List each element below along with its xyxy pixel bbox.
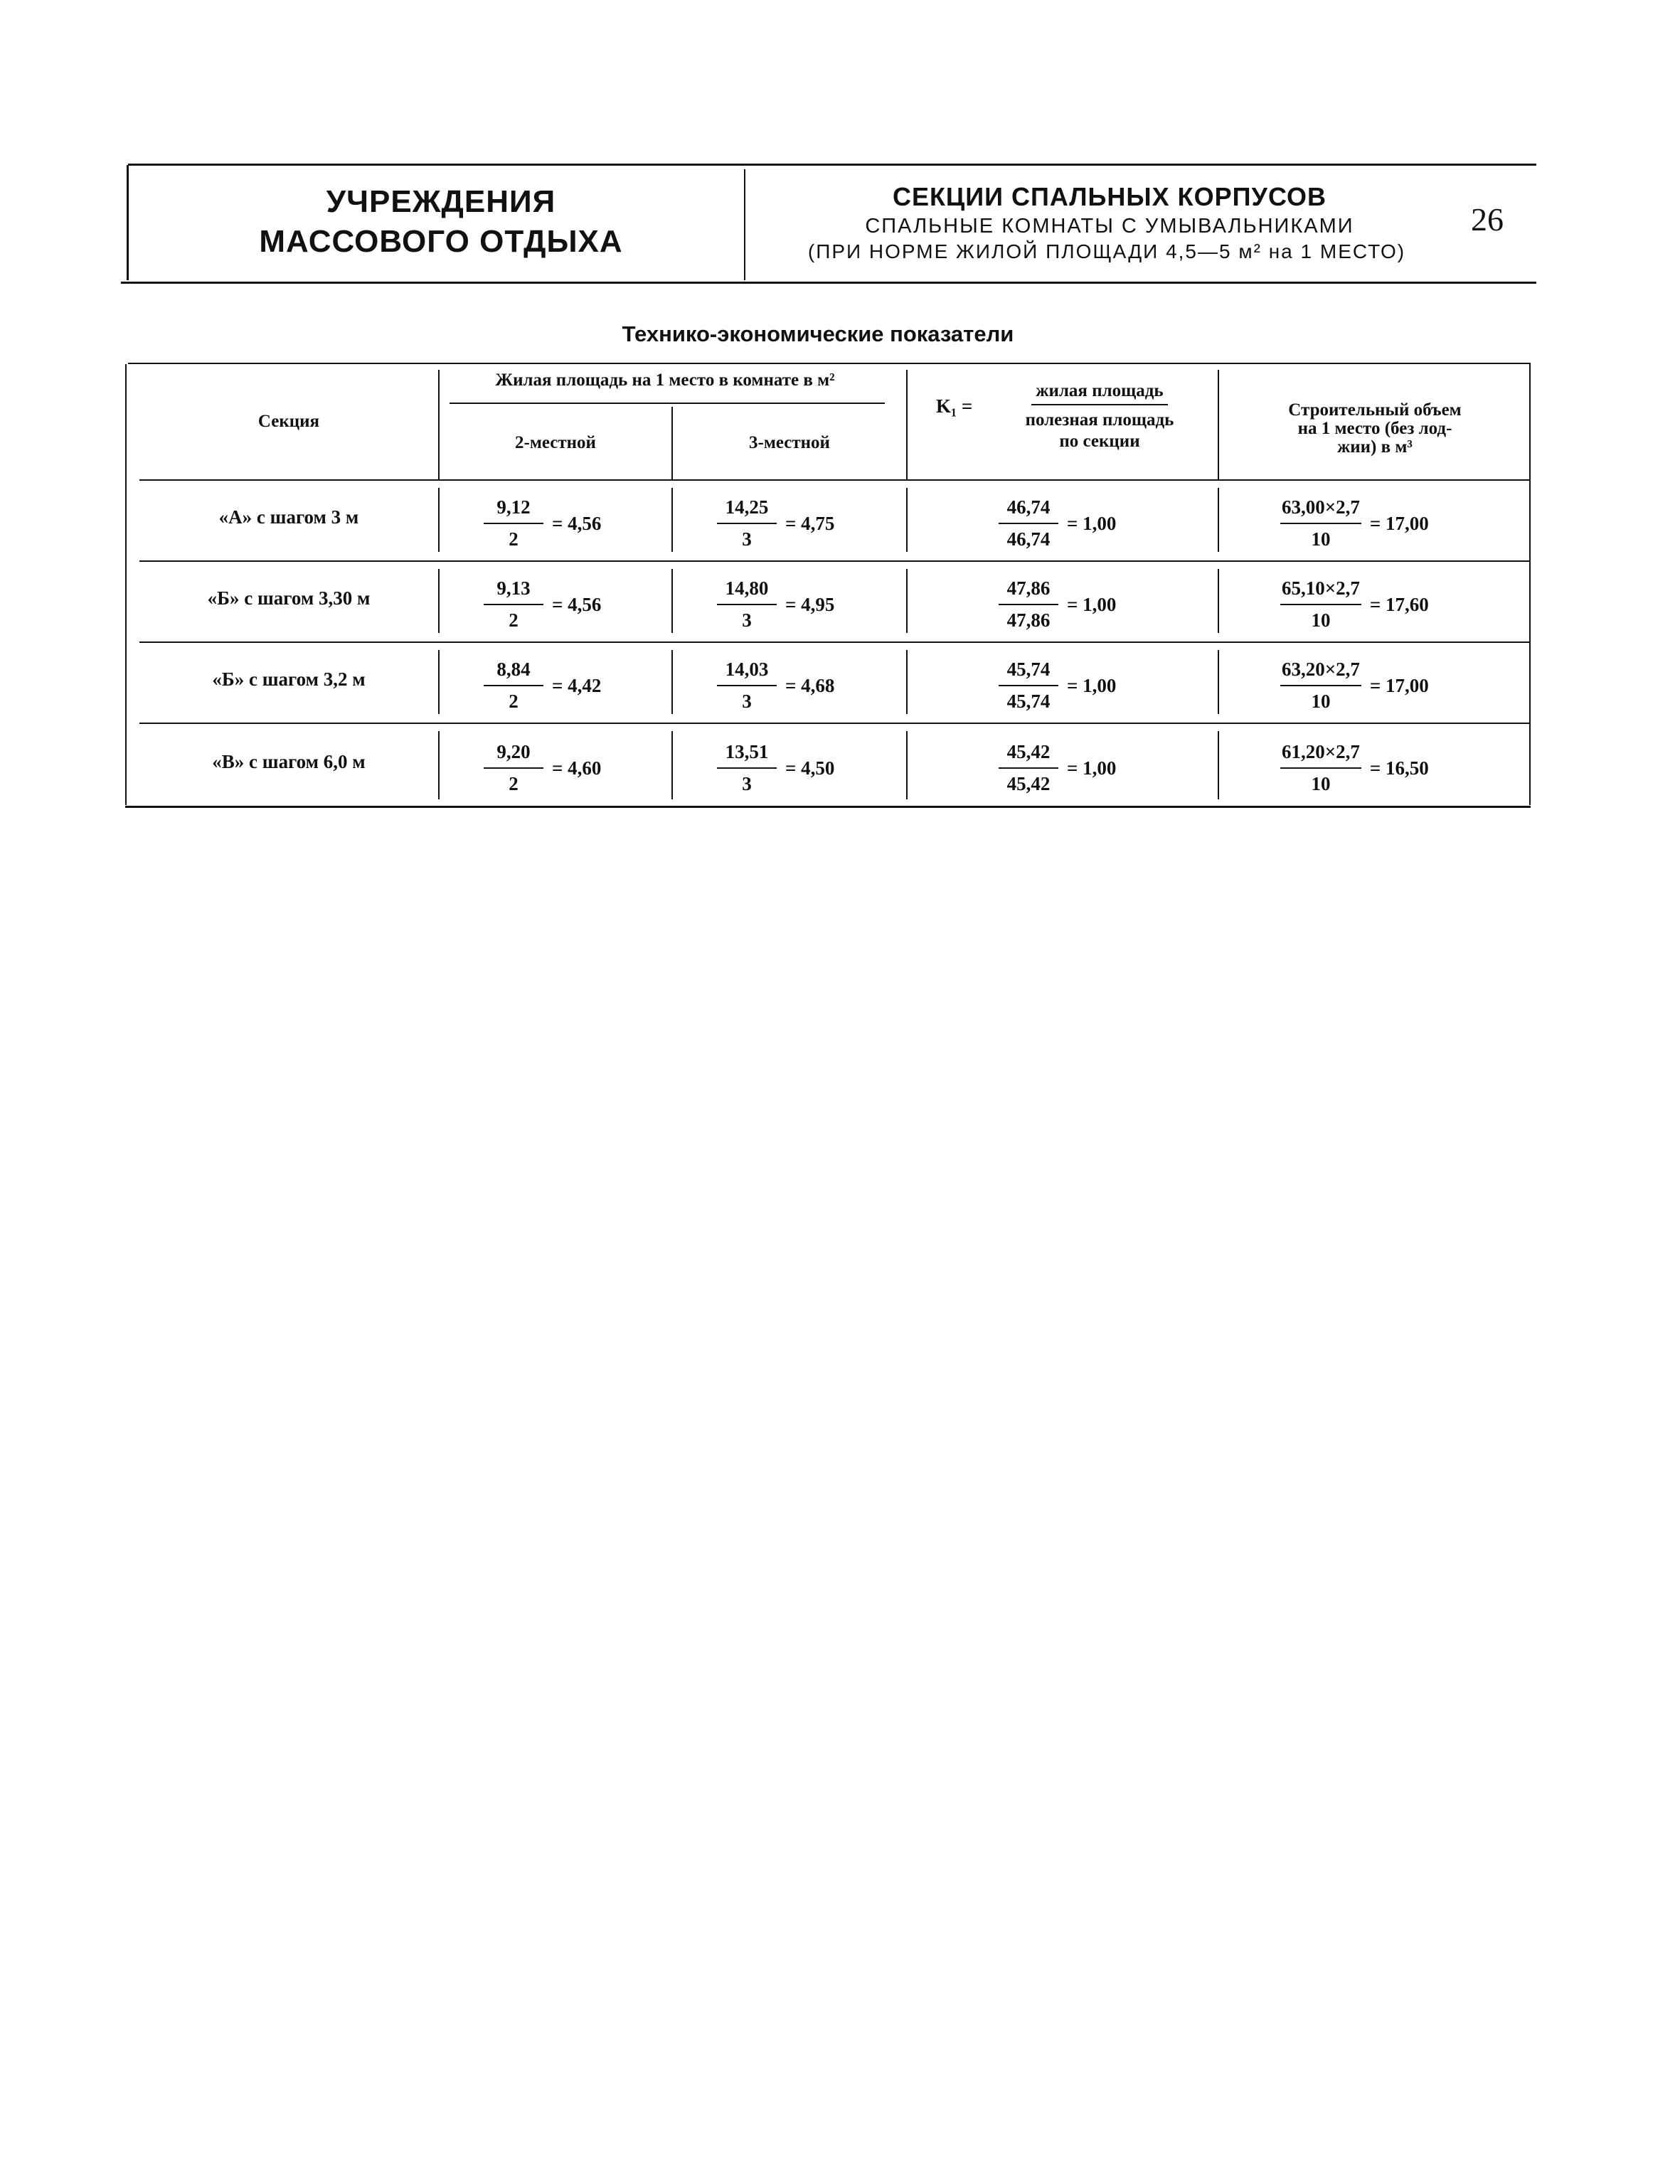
fraction-numerator: 65,10×2,7 — [1280, 577, 1361, 605]
header-separator — [139, 479, 1529, 481]
table-right-rule — [1529, 364, 1531, 805]
volume-value — [1280, 496, 1429, 550]
column-rule — [1218, 650, 1219, 714]
row-section-label: «Б» с шагом 3,30 м — [207, 587, 371, 609]
fraction-denominator: 3 — [742, 773, 752, 794]
column-rule — [906, 650, 908, 714]
header-left-rule — [127, 165, 129, 280]
fraction-numerator: 46,74 — [999, 496, 1058, 524]
fraction-denominator: 3 — [742, 609, 752, 631]
k1-value — [999, 577, 1116, 632]
table-bottom-rule — [125, 806, 1531, 808]
volume-value — [1280, 577, 1429, 632]
fraction-numerator: 45,42 — [999, 741, 1058, 769]
column-rule — [906, 731, 908, 799]
fraction-denominator: 10 — [1311, 773, 1331, 794]
k1-denominator — [1026, 405, 1174, 452]
k1-numerator: жилая площадь — [1031, 381, 1167, 405]
fraction-result: = 1,00 — [1067, 593, 1117, 615]
fraction-result: = 17,00 — [1369, 674, 1429, 696]
col-header-volume-line2: на 1 место (без лод- — [1297, 419, 1452, 438]
volume-value — [1280, 741, 1429, 795]
fraction-numerator: 9,12 — [484, 496, 543, 524]
column-rule — [438, 650, 440, 714]
fraction-numerator: 63,00×2,7 — [1280, 496, 1361, 524]
institution-title-line2: МАССОВОГО ОТДЫХА — [259, 224, 623, 259]
fraction-denominator: 2 — [509, 609, 519, 631]
fraction-numerator: 9,20 — [484, 741, 543, 769]
col-header-section: Секция — [257, 412, 320, 431]
column-rule — [438, 488, 440, 552]
col-header-volume-line3: жии) в м³ — [1337, 437, 1413, 457]
fraction-result: = 1,00 — [1067, 757, 1117, 779]
fraction-result: = 17,00 — [1369, 512, 1429, 534]
three-bed-value — [717, 496, 834, 550]
row-separator — [139, 560, 1529, 562]
fraction-numerator: 9,13 — [484, 577, 543, 605]
row-separator — [139, 641, 1529, 643]
fraction-numerator: 47,86 — [999, 577, 1058, 605]
fraction-denominator: 2 — [509, 528, 519, 550]
column-rule — [438, 370, 440, 479]
table-top-rule — [128, 363, 1531, 364]
row-section-label: «Б» с шагом 3,2 м — [212, 668, 366, 690]
fraction-result: = 1,00 — [1067, 512, 1117, 534]
k1-value — [999, 741, 1116, 795]
fraction-numerator: 8,84 — [484, 659, 543, 686]
col-header-living-area: Жилая площадь на 1 место в комнате в м² — [495, 371, 835, 390]
two-bed-value — [484, 496, 601, 550]
column-rule — [1218, 731, 1219, 799]
fraction-denominator: 10 — [1311, 691, 1331, 712]
three-bed-value — [717, 659, 834, 713]
k1-value — [999, 496, 1116, 550]
fraction-denominator: 47,86 — [1006, 609, 1051, 631]
column-rule — [1218, 569, 1219, 633]
fraction-result: = 4,60 — [552, 757, 602, 779]
fraction-denominator: 2 — [509, 773, 519, 794]
fraction-denominator: 45,42 — [1006, 773, 1051, 794]
col-header-two-bed: 2-местной — [515, 433, 596, 452]
page-number: 26 — [1471, 201, 1504, 238]
k1-denominator-line2: по секции — [1059, 432, 1140, 451]
header-divider — [744, 169, 745, 280]
column-rule — [671, 650, 673, 714]
fraction-denominator: 46,74 — [1006, 528, 1051, 550]
header-bottom-rule — [121, 282, 1536, 284]
column-rule — [438, 569, 440, 633]
fraction-result: = 4,56 — [552, 593, 602, 615]
fraction-numerator: 14,03 — [717, 659, 777, 686]
k1-formula — [993, 381, 1206, 452]
row-separator — [139, 723, 1529, 724]
fraction-denominator: 2 — [509, 691, 519, 712]
column-rule — [1218, 488, 1219, 552]
fraction-denominator: 3 — [742, 691, 752, 712]
column-rule — [906, 488, 908, 552]
three-bed-value — [717, 577, 834, 632]
column-rule — [906, 569, 908, 633]
section-note: (ПРИ НОРМЕ ЖИЛОЙ ПЛОЩАДИ 4,5—5 м² на 1 МЕСТО) — [807, 240, 1406, 262]
fraction-result: = 1,00 — [1067, 674, 1117, 696]
k1-denominator-line1: полезная площадь — [1025, 410, 1174, 430]
volume-value — [1280, 659, 1429, 713]
column-rule — [906, 370, 908, 479]
fraction-denominator: 45,74 — [1006, 691, 1051, 712]
institution-title — [235, 182, 647, 262]
fraction-numerator: 45,74 — [999, 659, 1058, 686]
fraction-numerator: 13,51 — [717, 741, 777, 769]
fraction-result: = 4,95 — [785, 593, 835, 615]
column-rule — [671, 488, 673, 552]
table-caption: Технико-экономические показатели — [622, 321, 1014, 346]
fraction-result: = 17,60 — [1369, 593, 1429, 615]
fraction-denominator: 10 — [1311, 528, 1331, 550]
column-rule — [671, 731, 673, 799]
two-bed-value — [484, 577, 601, 632]
column-rule — [438, 731, 440, 799]
col-header-volume-line1: Строительный объем — [1288, 400, 1462, 420]
section-subtitle: СПАЛЬНЫЕ КОМНАТЫ С УМЫВАЛЬНИКАМИ — [865, 215, 1354, 238]
fraction-result: = 4,75 — [785, 512, 835, 534]
two-bed-value — [484, 741, 601, 795]
two-bed-value — [484, 659, 601, 713]
fraction-denominator: 10 — [1311, 609, 1331, 631]
group-header-rule — [450, 403, 885, 404]
fraction-numerator: 61,20×2,7 — [1280, 741, 1361, 769]
fraction-numerator: 63,20×2,7 — [1280, 659, 1361, 686]
fraction-result: = 4,68 — [785, 674, 835, 696]
fraction-result: = 4,56 — [552, 512, 602, 534]
k1-value — [999, 659, 1116, 713]
column-rule — [671, 569, 673, 633]
table-left-rule — [125, 364, 127, 805]
col-header-three-bed: 3-местной — [749, 433, 830, 452]
row-section-label: «В» с шагом 6,0 м — [212, 751, 366, 772]
three-bed-value — [717, 741, 834, 795]
col-header-volume — [1221, 401, 1529, 457]
institution-title-line1: УЧРЕЖДЕНИЯ — [326, 184, 556, 219]
column-rule — [1218, 370, 1219, 479]
fraction-result: = 16,50 — [1369, 757, 1429, 779]
k1-symbol: K₁ = — [936, 395, 973, 417]
fraction-result: = 4,50 — [785, 757, 835, 779]
fraction-numerator: 14,25 — [717, 496, 777, 524]
section-title: СЕКЦИИ СПАЛЬНЫХ КОРПУСОВ — [892, 182, 1327, 211]
header-top-rule — [128, 164, 1536, 166]
fraction-result: = 4,42 — [552, 674, 602, 696]
fraction-denominator: 3 — [742, 528, 752, 550]
fraction-numerator: 14,80 — [717, 577, 777, 605]
row-section-label: «А» с шагом 3 м — [218, 506, 359, 528]
